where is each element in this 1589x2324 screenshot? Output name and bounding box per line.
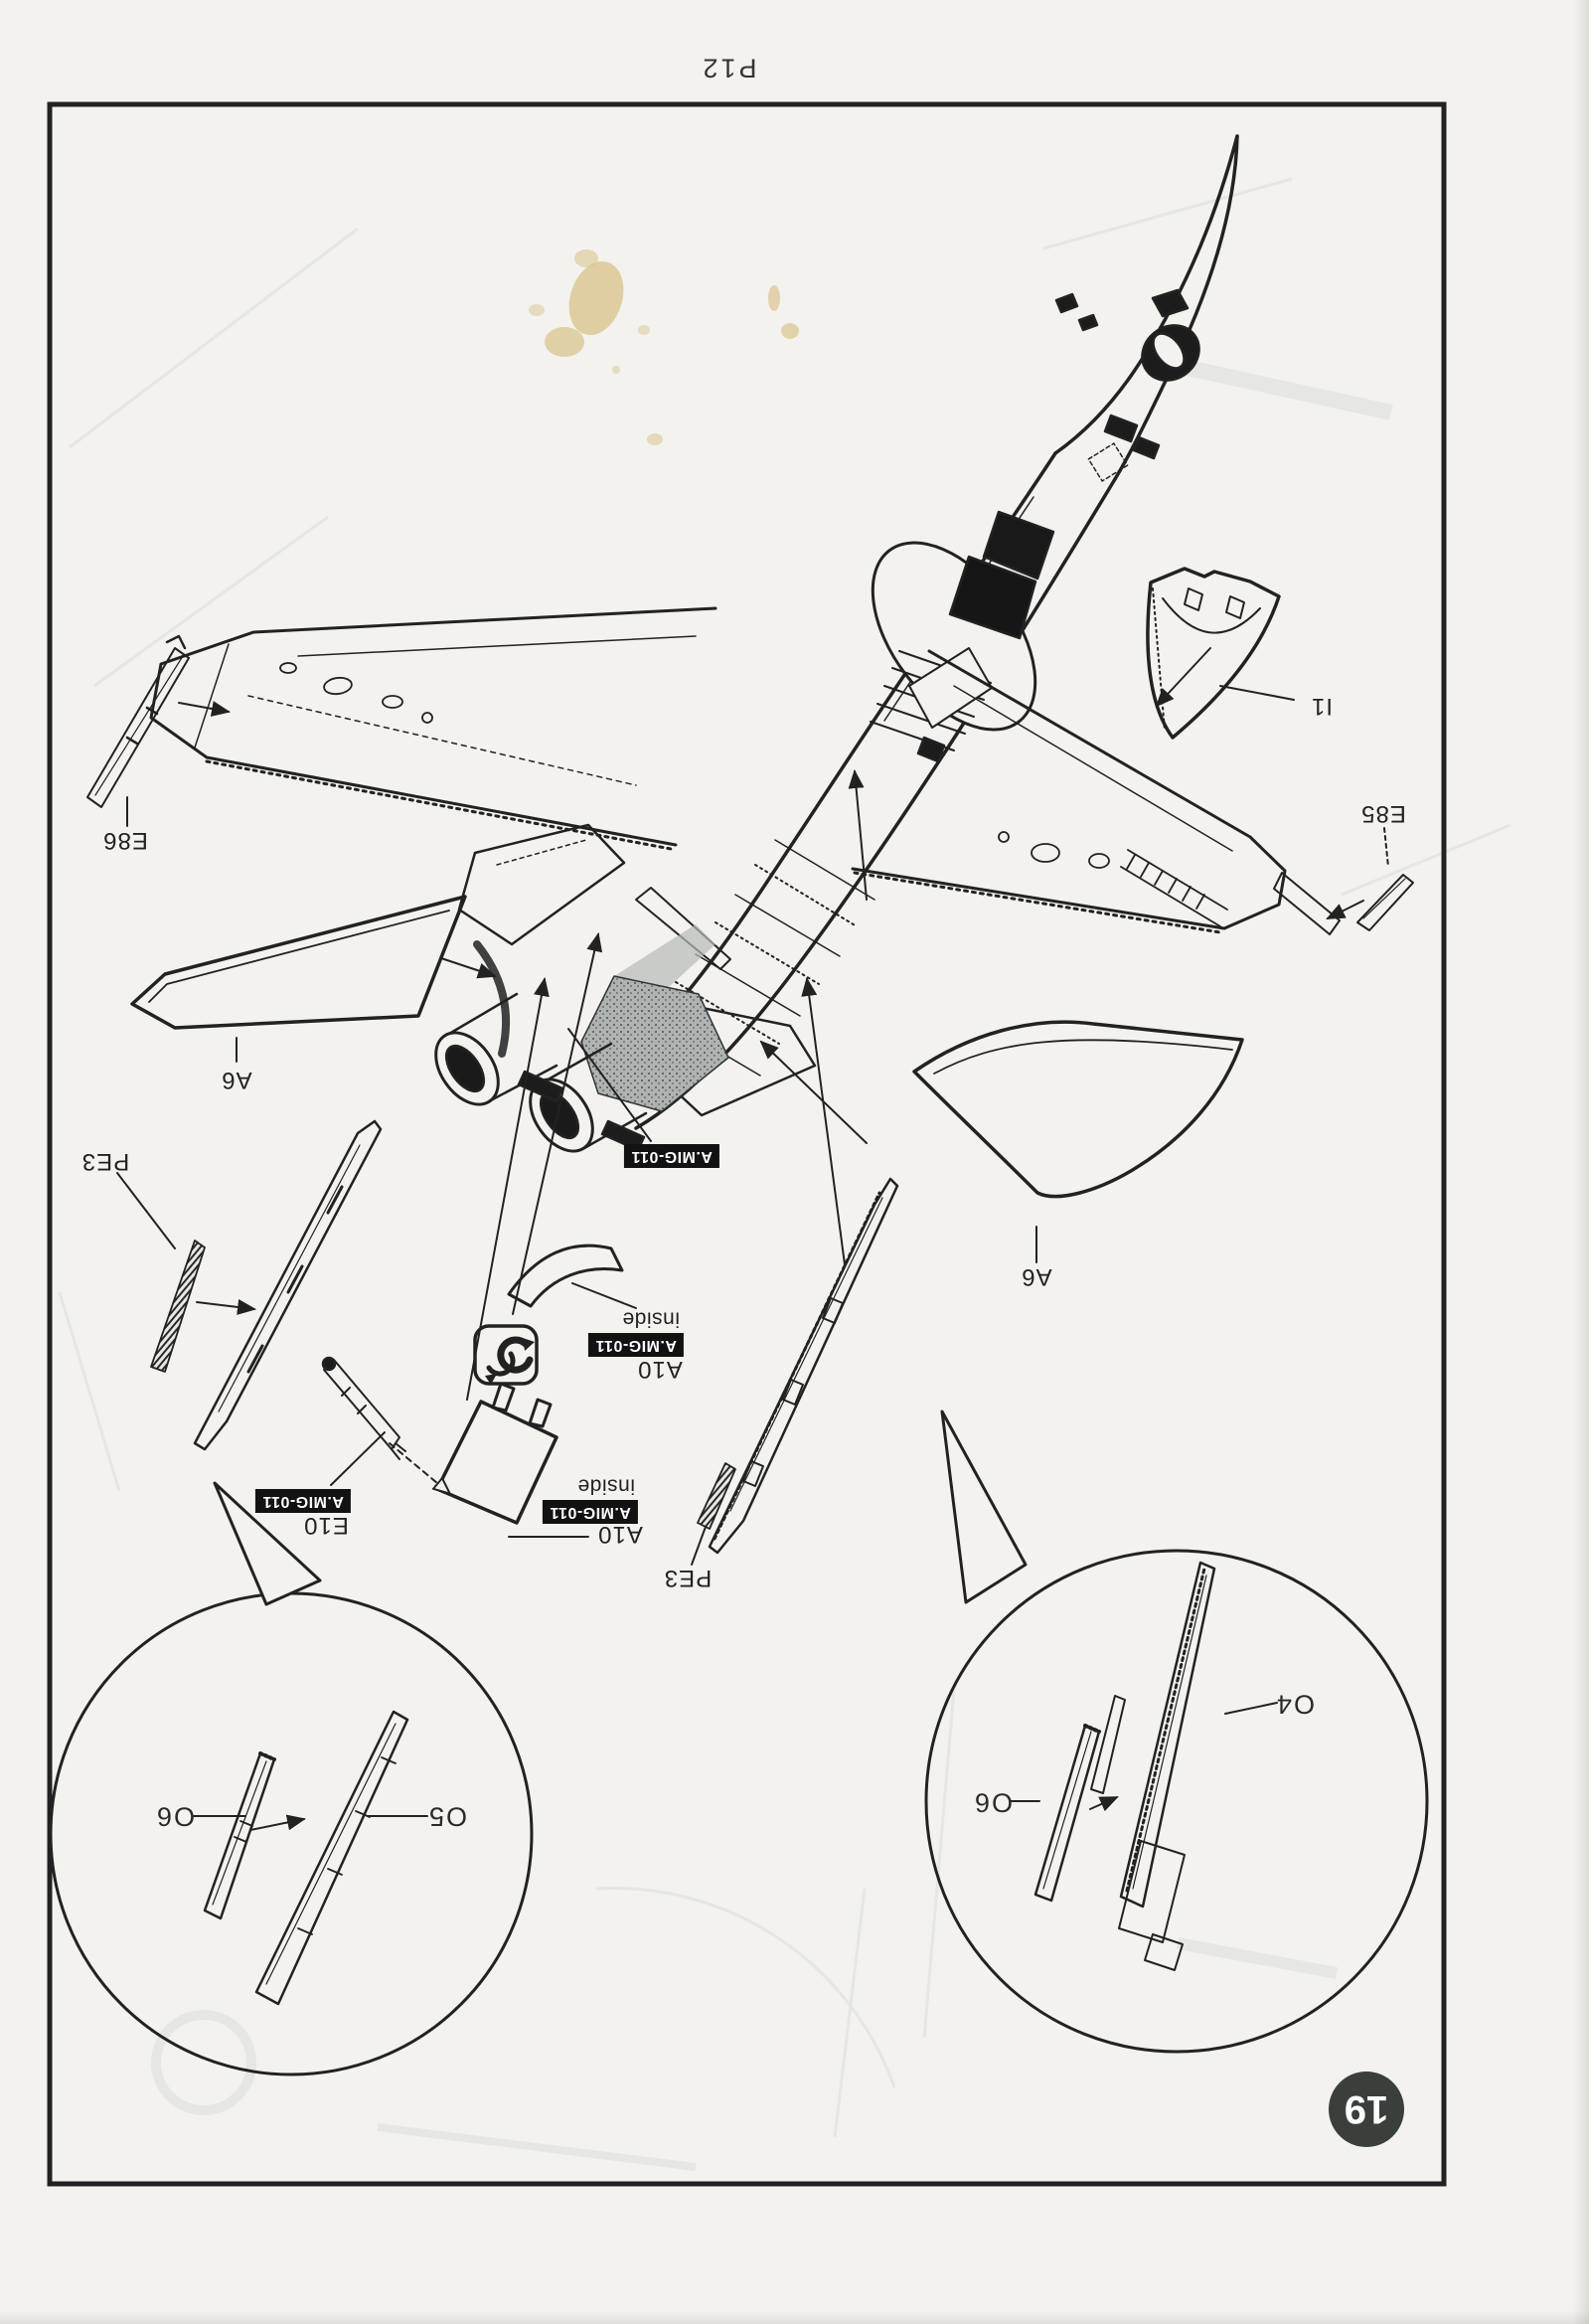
callout-inside-2: inside — [577, 1474, 635, 1498]
paint-callout-a10-1: A.MIG-011 — [588, 1333, 684, 1357]
part-e86-rail — [87, 636, 189, 807]
rotate-symmetry-icon — [475, 1326, 537, 1385]
callout-pe3-top: PE3 — [80, 1148, 130, 1175]
part-a6-right-flap — [914, 1022, 1242, 1196]
bleed-through-ghosting — [60, 179, 1510, 2167]
part-e10-rod — [323, 1358, 405, 1459]
part-pe3-strip-1 — [151, 1241, 205, 1372]
page-code-label: P12 — [700, 53, 757, 83]
left-inset-circle — [51, 1593, 532, 2075]
inset-part-o6 — [205, 1753, 274, 1918]
part-fin-blade — [195, 1121, 381, 1449]
paint-area-shaded — [581, 924, 728, 1111]
callout-e85: E85 — [1360, 800, 1406, 827]
part-pe3-strip-2 — [698, 1463, 735, 1529]
callout-pe3-mid: PE3 — [663, 1565, 713, 1591]
callout-o4: O4 — [1274, 1689, 1316, 1720]
part-stabilator-blade — [710, 1179, 897, 1553]
callout-i1: I1 — [1310, 693, 1334, 720]
callout-e86: E86 — [102, 827, 148, 854]
part-a6-left-flap — [132, 897, 465, 1028]
paint-callout-center: A.MIG-011 — [624, 1144, 719, 1168]
stain-spots — [529, 249, 799, 445]
callout-a10-2: A10 — [597, 1521, 643, 1548]
windscreen-opening — [1056, 290, 1210, 392]
callout-inside-1: inside — [622, 1307, 680, 1331]
left-wing — [151, 608, 715, 849]
inset-part-o5 — [256, 1712, 407, 2004]
page-edge-shadow-right — [1573, 0, 1589, 2324]
aircraft-body — [151, 136, 1340, 1163]
part-i1-windscreen — [1148, 569, 1279, 738]
paint-callout-a10-2: A.MIG-011 — [543, 1500, 638, 1524]
step-number-badge: 19 — [1329, 2072, 1404, 2147]
callout-o5: O5 — [426, 1801, 468, 1832]
loose-parts — [87, 569, 1413, 1553]
callout-e10: E10 — [303, 1512, 349, 1539]
callout-a6-right: A6 — [1021, 1263, 1052, 1290]
callout-o6-left: O6 — [154, 1801, 196, 1832]
callout-o6-right: O6 — [972, 1787, 1014, 1818]
paint-callout-e10: A.MIG-011 — [255, 1489, 351, 1513]
inset-part-o6-right — [1035, 1726, 1099, 1901]
callout-a10-1: A10 — [637, 1356, 683, 1383]
page-edge-shadow-bottom — [0, 2310, 1589, 2324]
part-a10-cover — [437, 1384, 556, 1523]
page-border-frame — [50, 104, 1444, 2184]
callout-a6-left: A6 — [221, 1067, 252, 1093]
